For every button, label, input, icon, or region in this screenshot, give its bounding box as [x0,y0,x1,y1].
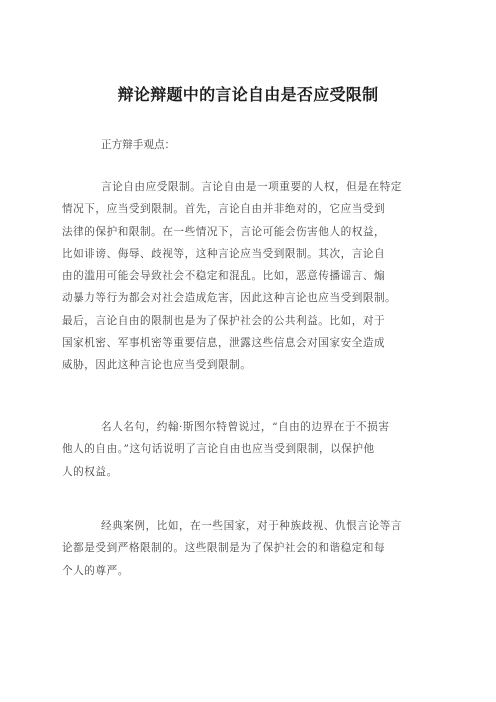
paragraph-line: 法律的保护和限制。在一些情况下，言论可能会伤害他人的权益， [62,225,386,238]
paragraph-line: 他人的自由。”这句话说明了言论自由也应当受到限制，以保护他 [62,443,375,456]
paragraph-line: 论都是受到严格限制的。这些限制是为了保护社会的和谐稳定和每 [62,542,386,555]
paragraph-quote [62,416,389,483]
paragraph-line: 言论自由应受限制。言论自由是一项重要的人权，但是在特定 [101,181,402,193]
paragraph-line: 国家机密、军事机密等重要信息，泄露这些信息会对国家安全造成 [62,337,386,350]
paragraph-line: 经典案例，比如，在一些国家，对于种族歧视、仇恨言论等言 [101,520,402,532]
paragraph-line: 最后，言论自由的限制也是为了保护社会的公共利益。比如，对于 [62,314,386,327]
section-label: 正方辩手观点： [101,139,176,151]
paragraph-line: 情况下，应当受到限制。首先，言论自由并非绝对的，它应当受到 [62,203,386,216]
paragraph-line: 个人的尊严。 [62,564,129,577]
paragraph-line: 比如诽谤、侮辱、歧视等，这种言论应当受到限制。其次，言论自 [62,247,386,260]
paragraph-case [62,515,402,582]
paragraph-argument [62,176,402,377]
paragraph-line: 由的滥用可能会导致社会不稳定和混乱。比如，恶意传播谣言、煽 [62,270,386,283]
paragraph-line: 威胁，因此这种言论也应当受到限制。 [62,359,252,372]
paragraph-line: 动暴力等行为都会对社会造成危害，因此这种言论也应当受到限制。 [62,292,397,305]
paragraph-line: 名人名句，约翰·斯图尔特曾说过，“自由的边界在于不损害 [101,421,390,433]
paragraph-line: 人的权益。 [62,465,118,478]
document-title: 辩论辩题中的言论自由是否应受限制 [117,85,379,104]
